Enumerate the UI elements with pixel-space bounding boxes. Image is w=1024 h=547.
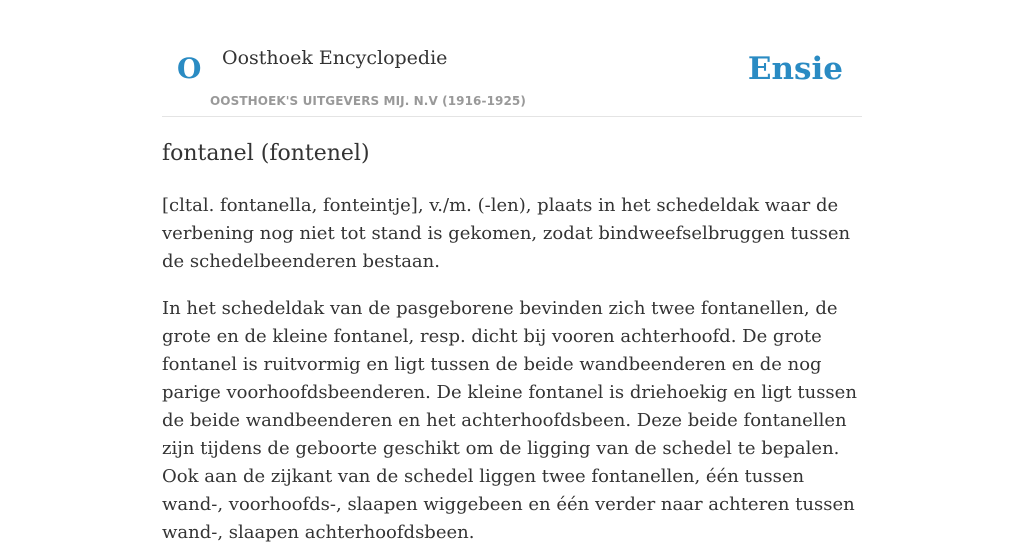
entry-paragraph-definition: [cltal. fontanella, fonteintje], v./m. (-len), plaats in het schedeldak waar de verbening nog niet tot stand is gekomen, zodat bindweefselbruggen tussen de schedelbeenderen bestaan. xyxy=(162,195,851,272)
entry-title: fontanel (fontenel) xyxy=(162,141,370,166)
source-header xyxy=(162,0,862,117)
ensie-logo-link[interactable]: Ensie xyxy=(747,51,843,87)
source-logo[interactable]: O xyxy=(177,52,202,85)
entry-paragraph-description: In het schedeldak van de pasgeborene bevinden zich twee fontanellen, de grote en de kleine fontanel, resp. dicht bij vooren achterhoofd. De grote fontanel is ruitvormig en ligt tussen de beide wandbeenderen en de nog parige voorhoofdsbeenderen. De kleine fontanel is driehoekig en ligt tussen de beide wandbeenderen en het achterhoofdsbeen. Deze beide fontanellen zijn tijdens de geboorte geschikt om de ligging van de schedel te bepalen. Ook aan de zijkant van de schedel liggen twee fontanellen, één tussen wand-, voorhoofds-, slaapen wiggebeen en één verder naar achteren tussen wand-, slaapen achterhoofdsbeen. xyxy=(162,298,857,543)
source-title-link[interactable]: Oosthoek Encyclopedie xyxy=(222,47,448,69)
page-container xyxy=(162,0,862,543)
source-publisher: OOSTHOEK'S UITGEVERS MIJ. N.V (1916-1925) xyxy=(210,94,526,108)
